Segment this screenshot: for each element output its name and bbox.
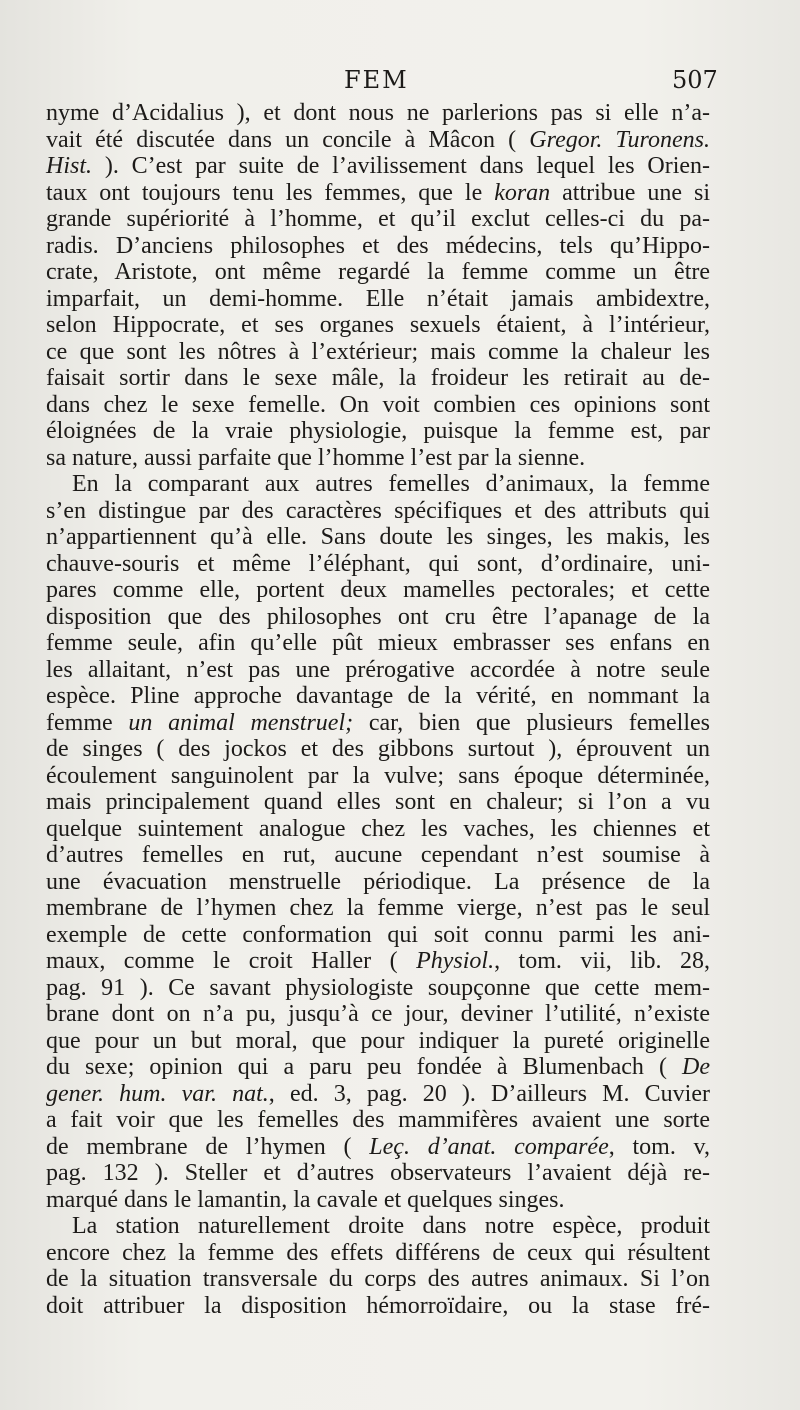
text-run: imparfait, un demi-homme. Elle n’était jamais ambidextre,	[46, 285, 710, 312]
text-line	[46, 286, 710, 313]
text-run: dans chez le sexe femelle. On voit combien ces opinions sont	[46, 391, 710, 418]
text-line	[46, 206, 710, 233]
text-run: espèce. Pline approche davantage de la vérité, en nommant la	[46, 683, 710, 709]
text-line	[46, 498, 710, 525]
text-line	[46, 975, 710, 1002]
text-run: ). C’est par suite de l’avilissement dans lequel les Orien-	[92, 153, 710, 179]
text-line	[46, 524, 710, 551]
text-line	[46, 1213, 710, 1240]
text-run: pares comme elle, portent deux mamelles pectorales; et cette	[46, 577, 710, 603]
text-line	[46, 657, 710, 684]
text-run: brane dont on n’a pu, jusqu’à ce jour, deviner l’utilité, n’existe	[46, 1001, 710, 1027]
text-run: , ed. 3, pag. 20 ). D’ailleurs M. Cuvier	[268, 1080, 710, 1107]
italic-text: un animal menstruel;	[128, 709, 354, 736]
text-line	[46, 630, 710, 657]
text-run: disposition que des philosophes ont cru être l’apanage de la	[46, 603, 710, 630]
text-run: éloignées de la vraie physiologie, puisque la femme est, par	[46, 418, 710, 444]
text-run: une évacuation menstruelle périodique. La présence de la	[46, 868, 710, 895]
text-run: La station naturellement droite dans notre espèce, produit	[72, 1213, 710, 1239]
text-line	[46, 180, 710, 207]
text-run: nyme d’Acidalius ), et dont nous ne parlerions pas si elle n’a-	[46, 100, 710, 126]
text-run: écoulement sanguinolent par la vulve; sans époque déterminée,	[46, 762, 710, 789]
running-head: FEM	[344, 66, 409, 94]
text-line	[46, 392, 710, 419]
text-run: du sexe; opinion qui a paru peu fondée à Blumenbach (	[46, 1054, 683, 1080]
italic-text: De	[682, 1054, 710, 1080]
text-line	[46, 1054, 710, 1081]
text-run: attribue une si	[550, 179, 710, 206]
text-line	[46, 842, 710, 869]
text-line	[46, 1107, 710, 1134]
text-line	[46, 577, 710, 604]
text-line	[46, 445, 710, 472]
text-line	[46, 365, 710, 392]
text-line	[46, 471, 710, 498]
text-line	[46, 948, 710, 975]
text-run: chauve-souris et même l’éléphant, qui sont, d’ordinaire, uni-	[46, 550, 710, 577]
text-run: de singes ( des jockos et des gibbons surtout ), éprouvent un	[46, 736, 710, 762]
text-line	[46, 683, 710, 710]
text-line	[46, 1134, 710, 1161]
text-run: grande supériorité à l’homme, et qu’il exclut celles-ci du pa-	[46, 206, 710, 232]
text-line	[46, 339, 710, 366]
text-run: ce que sont les nôtres à l’extérieur; mais comme la chaleur les	[46, 338, 710, 365]
italic-text: gener. hum. var. nat.	[46, 1080, 269, 1107]
text-line	[46, 1001, 710, 1028]
text-line	[46, 922, 710, 949]
text-run: selon Hippocrate, et ses organes sexuels étaient, à l’intérieur,	[46, 312, 710, 338]
text-run: quelque suintement analogue chez les vaches, les chiennes et	[46, 815, 710, 842]
text-run: que pour un but moral, que pour indiquer la pureté originelle	[46, 1027, 710, 1054]
italic-text: Gregor. Turonens.	[529, 126, 710, 153]
text-line	[46, 1160, 710, 1187]
text-run: doit attribuer la disposition hémorroïdaire, ou la stase fré-	[46, 1292, 710, 1319]
italic-text: koran	[494, 179, 551, 206]
text-run: , tom. vii, lib. 28,	[494, 948, 710, 974]
text-run: mais principalement quand elles sont en chaleur; si l’on a vu	[46, 789, 710, 815]
text-line	[46, 789, 710, 816]
text-line	[46, 100, 710, 127]
text-run: de membrane de l’hymen (	[46, 1133, 370, 1160]
text-line	[46, 259, 710, 286]
text-line	[46, 233, 710, 260]
text-line	[46, 1266, 710, 1293]
text-run: faisait sortir dans le sexe mâle, la froideur les retirait au de-	[46, 365, 710, 391]
text-line	[46, 1293, 710, 1320]
italic-text: Leç. d’anat. comparée	[369, 1133, 609, 1160]
text-line	[46, 1081, 710, 1108]
page-number: 507	[672, 66, 718, 94]
text-line	[46, 736, 710, 763]
body-text	[46, 100, 710, 1319]
text-line	[46, 1187, 710, 1214]
text-run: , tom. v,	[608, 1133, 711, 1160]
italic-text: Physiol.	[416, 948, 495, 974]
text-run: vait été discutée dans un concile à Mâcon (	[46, 126, 530, 153]
text-run: s’en distingue par des caractères spécifiques et des attributs qui	[46, 497, 710, 524]
text-run: de la situation transversale du corps des autres animaux. Si l’on	[46, 1266, 710, 1292]
text-run: taux ont toujours tenu les femmes, que le	[46, 179, 495, 206]
text-line	[46, 312, 710, 339]
text-line	[46, 418, 710, 445]
text-run: femme seule, afin qu’elle pût mieux embrasser ses enfans en	[46, 630, 710, 656]
text-run: membrane de l’hymen chez la femme vierge, n’est pas le seul	[46, 895, 710, 921]
text-run: n’appartiennent qu’à elle. Sans doute les singes, les makis, les	[46, 524, 710, 550]
text-line	[46, 1028, 710, 1055]
text-run: encore chez la femme des effets différens de ceux qui résultent	[46, 1239, 710, 1266]
text-run: sa nature, aussi parfaite que l’homme l’est par la sienne.	[46, 444, 586, 471]
text-run: crate, Aristote, ont même regardé la femme comme un être	[46, 259, 710, 285]
text-line	[46, 710, 710, 737]
text-run: maux, comme le croit Haller (	[46, 948, 417, 974]
text-run: d’autres femelles en rut, aucune cependant n’est soumise à	[46, 842, 710, 868]
text-line	[46, 763, 710, 790]
text-run: a fait voir que les femelles des mammifères avaient une sorte	[46, 1107, 710, 1133]
text-run: exemple de cette conformation qui soit connu parmi les ani-	[46, 921, 710, 948]
text-run: pag. 132 ). Steller et d’autres observateurs l’avaient déjà re-	[46, 1160, 710, 1186]
text-line	[46, 869, 710, 896]
text-run: marqué dans le lamantin, la cavale et quelques singes.	[46, 1186, 565, 1213]
text-run: les allaitant, n’est pas une prérogative accordée à notre seule	[46, 656, 710, 683]
text-line	[46, 895, 710, 922]
text-line	[46, 604, 710, 631]
text-run: En la comparant aux autres femelles d’animaux, la femme	[72, 471, 710, 497]
text-line	[46, 551, 710, 578]
text-run: radis. D’anciens philosophes et des médecins, tels qu’Hippo-	[46, 232, 710, 259]
text-line	[46, 816, 710, 843]
italic-text: Hist.	[46, 153, 93, 179]
text-line	[46, 153, 710, 180]
text-run: femme	[46, 709, 129, 736]
text-run: pag. 91 ). Ce savant physiologiste soupçonne que cette mem-	[46, 974, 710, 1001]
text-line	[46, 1240, 710, 1267]
text-run: car, bien que plusieurs femelles	[353, 709, 710, 736]
text-line	[46, 127, 710, 154]
